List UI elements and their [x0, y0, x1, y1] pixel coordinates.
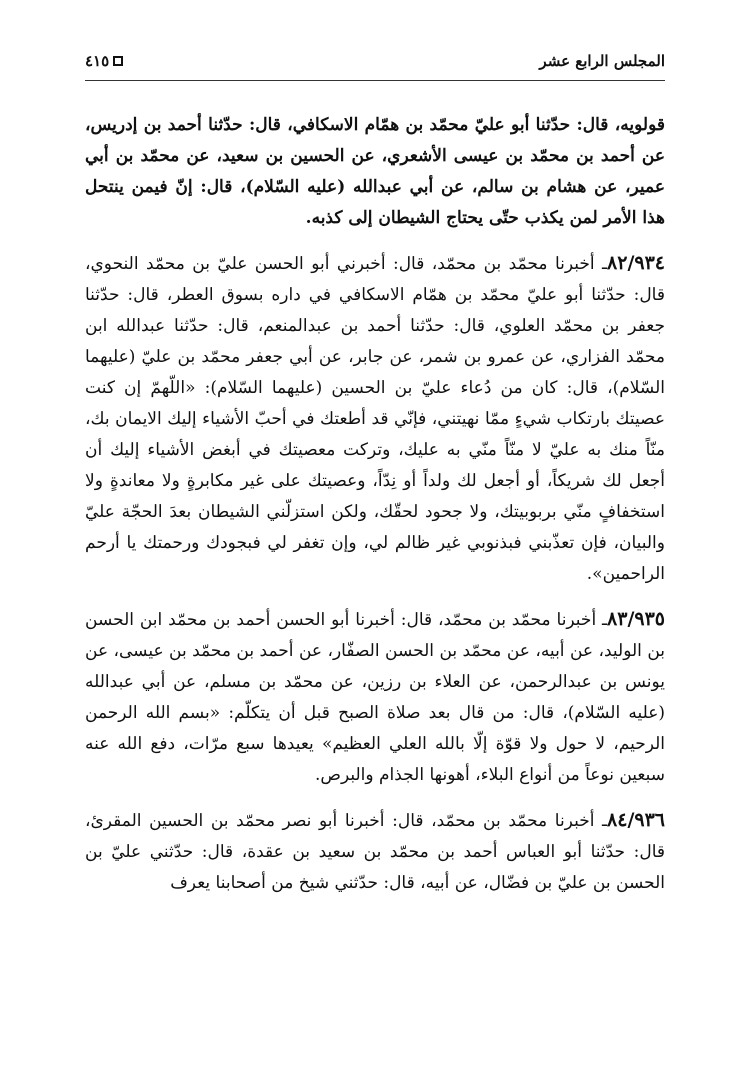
hadith-paragraph	[85, 805, 665, 899]
page-header	[85, 46, 665, 76]
hadith-text: ـ أخبرنا محمّد بن محمّد، قال: أخبرنا أبو الحسن أحمد بن محمّد ابن الحسن بن الوليد، عن أبيه، عن محمّد بن الحسن الصفّار، عن أحمد بن محمّد بن عيسى، عن يونس بن عبدالرحمن، عن العلاء بن رزين، عن محمّد بن مسلم، عن أبي عبدالله (عليه السّلام)، قال: من قال بعد صلاة الصبح قبل أن يتكلّم: «بسم الله الرحمن الرحيم، لا حول ولا قوّة إلّا بالله العلي العظيم» يعيدها سبع مرّات، دفع الله عنه سبعين نوعاً من أنواع البلاء، أهونها الجذام والبرص.	[85, 610, 665, 785]
chapter-title: المجلس الرابع عشر	[539, 52, 665, 70]
page-number	[85, 52, 123, 70]
hadith-text: ـ أخبرنا محمّد بن محمّد، قال: أخبرنا أبو نصر محمّد بن الحسين المقرئ، قال: حدّثنا أبو العباس أحمد بن محمّد بن سعيد بن عقدة، قال: حدّثني عليّ بن الحسن بن عليّ بن فضّال، عن أبيه، قال: حدّثني شيخ من أصحابنا يعرف	[85, 811, 666, 893]
intro-paragraph: قولويه، قال: حدّثنا أبو عليّ محمّد بن همّام الاسكافي، قال: حدّثنا أحمد بن إدريس، عن أحمد بن محمّد بن عيسى الأشعري، عن الحسين بن سعيد، عن محمّد بن أبي عمير، عن هشام بن سالم، عن أبي عبدالله (عليه السّلام)، قال: إنّ فيمن ينتحل هذا الأمر لمن يكذب حتّى يحتاج الشيطان إلى كذبه.	[85, 115, 665, 228]
hadith-text: ـ أخبرنا محمّد بن محمّد، قال: أخبرني أبو الحسن عليّ بن محمّد النحوي، قال: حدّثنا أبو عليّ محمّد بن همّام الاسكافي في داره بسوق العطر، قال: حدّثنا جعفر بن محمّد العلوي، قال: حدّثنا أحمد بن عبدالمنعم، قال: حدّثنا عبدالله ابن محمّد الفزاري، عن عمرو بن شمر، عن جابر، عن أبي جعفر محمّد بن عليّ (عليهما السّلام)، قال: كان من دُعاء عليّ بن الحسين (عليهما السّلام): «اللّهمّ إن كنت عصيتك بارتكاب شيءٍ ممّا نهيتني، فإنّي قد أطعتك في أحبّ الأشياء إليك الايمان بك، منّاً منك به عليّ لا منّاً منّي به عليك، وتركت معصيتك في أبغض الأشياء إليك أن أجعل لك شريكاً، أو أجعل لك ولداً أو نِدّاً، وعصيتك على غير مكابرةٍ ولا معاندةٍ ولا استخفافٍ منّي بربوبيتك، ولا جحود لحقّك، ولكن استزلّني الشيطان بعدَ الحجّة عليّ والبيان، فإن تعذّبني فبذنوبي غير ظالم لي، وإن تغفر لي فبجودك ورحمتك يا أرحم الراحمين».	[85, 254, 665, 584]
page-box-icon	[113, 56, 123, 66]
header-divider	[85, 80, 665, 81]
page-body	[85, 110, 665, 913]
page-number-value: ٤١٥	[85, 52, 110, 70]
hadith-number: ٨٣/٩٣٥	[607, 608, 665, 630]
hadith-paragraph	[85, 604, 665, 791]
hadith-number: ٨٤/٩٣٦	[607, 809, 665, 831]
hadith-number: ٨٢/٩٣٤	[607, 252, 665, 274]
hadith-paragraph	[85, 248, 665, 590]
